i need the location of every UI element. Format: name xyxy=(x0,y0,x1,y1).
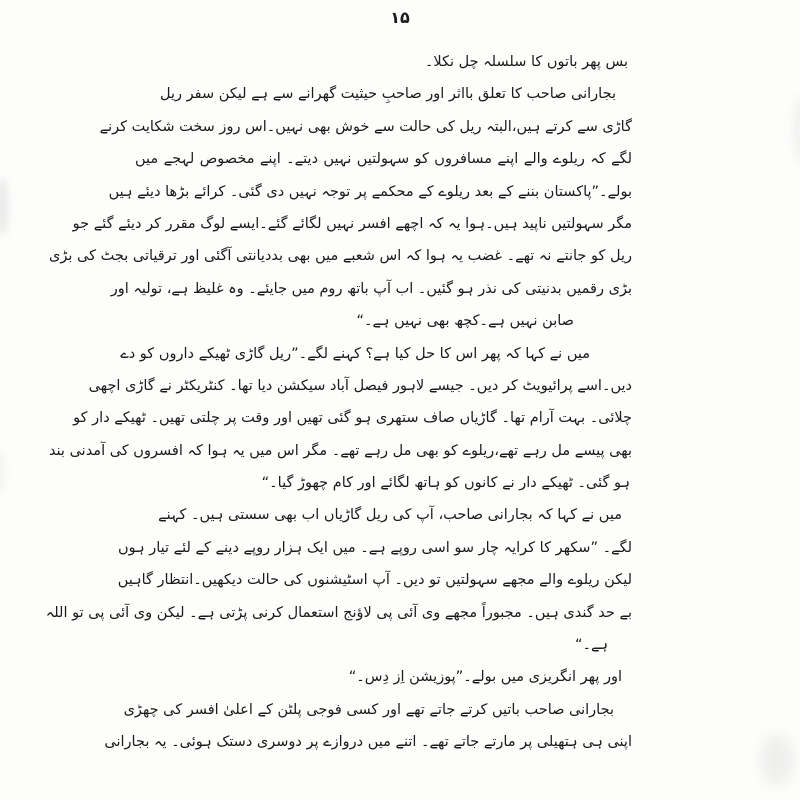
text-line: بڑی رقمیں بدنیتی کی نذر ہو گئیں۔ اب آپ باتھ روم میں جایئے۔ وہ غلیظ ہے، تولیہ اور xyxy=(110,280,632,297)
text-line: بس پھر باتوں کا سلسلہ چل نکلا۔ xyxy=(424,54,628,70)
text-line: بولے۔”پاکستان بننے کے بعد ریلوے کے محکمے پر توجہ نہیں دی گئی۔ کرائے بڑھا دیئے ہیں xyxy=(108,183,632,200)
text-line: بجارانی صاحب کا تعلق بااثر اور صاحبِ حیثیت گھرانے سے ہے لیکن سفر ریل xyxy=(160,86,616,103)
scan-smudge xyxy=(0,452,5,492)
text-line: مگر سہولتیں ناپید ہیں۔ہوا یہ کہ اچھے افسر نہیں لگائے گئے۔ایسے لوگ مقرر کر دیئے گئے جو xyxy=(72,215,632,232)
text-line: بے حد گندی ہیں۔ مجبوراً مجھے وی آئی پی لاؤنج استعمال کرنی پڑتی ہے۔ لیکن وی آئی پی تو اللہ xyxy=(45,604,632,621)
text-line: گاڑی سے کرتے ہیں،البتہ ریل کی حالت سے خوش بھی نہیں۔اس روز سخت شکایت کرنے xyxy=(99,118,632,135)
text-line: اور پھر انگریزی میں بولے۔”پوزیشن اِز دِس۔“ xyxy=(348,669,622,686)
text-line: لگے۔ ”سکھر کا کرایہ چار سو اسی روپے ہے۔ میں ایک ہزار روپے دینے کے لئے تیار ہوں xyxy=(117,539,632,556)
text-line: صابن نہیں ہے۔کچھ بھی نہیں ہے۔“ xyxy=(356,313,574,330)
text-line: ریل کو جانتے نہ تھے۔ غضب یہ ہوا کہ اس شعبے میں بھی بددیانتی آگئی اور ترقیاتی بجٹ کی بڑی xyxy=(49,248,632,265)
scan-smudge xyxy=(0,178,8,236)
scan-smudge xyxy=(793,95,800,163)
body-text xyxy=(45,46,632,759)
text-line: ہو گئی۔ ٹھیکے دار نے کانوں کو ہاتھ لگائے اور کام چھوڑ گیا۔“ xyxy=(261,475,630,492)
text-line: لیکن ریلوے والے مجھے سہولتیں تو دیں۔ آپ اسٹیشنوں کی حالت دیکھیں۔انتظار گاہیں xyxy=(117,572,632,589)
text-line: میں نے کہا کہ پھر اس کا حل کیا ہے؟ کہنے لگے۔”ریل گاڑی ٹھیکے داروں کو دے xyxy=(120,345,590,362)
text-line: چلائی۔ بہت آرام تھا۔ گاڑیاں صاف ستھری ہو گئی تھیں اور وقت پر چلتی تھیں۔ ٹھیکے دار کو xyxy=(73,410,632,427)
scan-smudge xyxy=(760,734,794,786)
text-line: دیں۔اسے پرائیویٹ کر دیں۔ جیسے لاہور فیصل آباد سیکشن دیا تھا۔ کنٹریکٹر نے گاڑی اچھی xyxy=(88,377,632,394)
page-number: ۱۵ xyxy=(390,8,410,27)
text-line: ہے۔“ xyxy=(574,637,608,654)
text-line: لگے کہ ریلوے والے اپنے مسافروں کو سہولتیں نہیں دیتے۔ اپنے مخصوص لہجے میں xyxy=(135,151,632,168)
text-line: بھی پیسے مل رہے تھے،ریلوے کو بھی مل رہے تھے۔ مگر اس میں یہ ہوا کہ افسروں کی آمدنی بند xyxy=(48,442,632,459)
text-line: میں نے کہا کہ بجارانی صاحب، آپ کی ریل گاڑیاں اب بھی سستی ہیں۔ کہنے xyxy=(158,507,622,524)
text-line: اپنی ہی ہتھیلی پر مارتے جاتے تھے۔ اتنے میں دروازے پر دوسری دستک ہوئی۔ یہ بجارانی xyxy=(104,734,632,751)
text-line: بجارانی صاحب باتیں کرتے جاتے تھے اور کسی فوجی پلٹن کے اعلیٰ افسر کی چھڑی xyxy=(123,701,614,718)
